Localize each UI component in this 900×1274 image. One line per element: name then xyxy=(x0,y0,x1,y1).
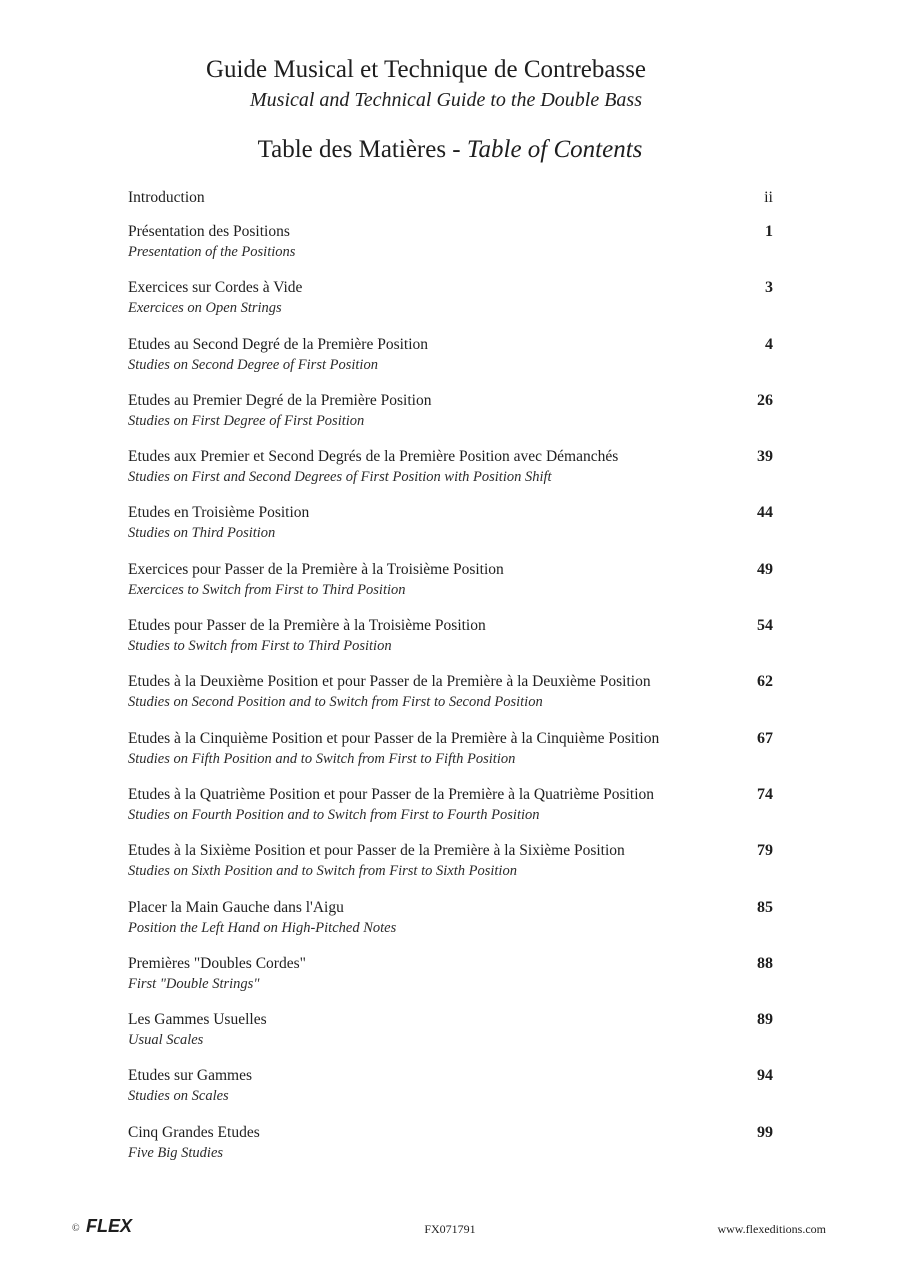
toc-entry-page-number: 3 xyxy=(765,279,773,297)
toc-entry-title-english: Studies on Second Position and to Switch from First to Second Position xyxy=(128,694,543,711)
toc-entry-page-number: 89 xyxy=(757,1011,773,1029)
toc-entry-title-french: Etudes à la Sixième Position et pour Passer de la Première à la Sixième Position xyxy=(128,842,625,860)
toc-entry-title-french: Introduction xyxy=(128,189,205,206)
toc-entry-title-english: Studies on Fourth Position and to Switch from First to Fourth Position xyxy=(128,806,540,823)
toc-entry[interactable] xyxy=(128,502,773,558)
toc-entry-title-french: Les Gammes Usuelles xyxy=(128,1011,267,1029)
toc-entry-title-french: Etudes à la Quatrième Position et pour Passer de la Première à la Quatrième Position xyxy=(128,785,655,803)
toc-entry-page-number: 62 xyxy=(757,673,773,691)
toc-entry[interactable] xyxy=(128,1065,773,1121)
toc-entry-title-french: Etudes pour Passer de la Première à la Troisième Position xyxy=(128,617,486,635)
toc-entry[interactable] xyxy=(128,446,773,502)
toc-entry-title-french: Etudes à la Cinquième Position et pour Passer de la Première à la Cinquième Position xyxy=(128,729,660,747)
toc-entry-title-french: Etudes au Premier Degré de la Première Position xyxy=(128,391,432,409)
catalog-code: FX071791 xyxy=(424,1222,476,1236)
toc-entry[interactable] xyxy=(128,840,773,896)
toc-entry-page-number: 74 xyxy=(757,785,773,803)
toc-entry-page-number: 44 xyxy=(757,504,773,522)
toc-entry-title-english: Presentation of the Positions xyxy=(128,244,296,260)
toc-entry-title-english: First "Double Strings" xyxy=(128,975,260,992)
toc-entry-title-french: Etudes aux Premier et Second Degrés de la Première Position avec Démanchés xyxy=(128,448,619,466)
website-link[interactable]: www.flexeditions.com xyxy=(717,1222,826,1236)
toc-entry[interactable] xyxy=(128,187,773,221)
toc-entry-title-english: Position the Left Hand on High-Pitched Notes xyxy=(128,919,397,936)
toc-entry[interactable] xyxy=(128,277,773,333)
toc-entry[interactable] xyxy=(128,953,773,1009)
toc-entry[interactable] xyxy=(128,728,773,784)
toc-entry-title-english: Studies on Fifth Position and to Switch from First to Fifth Position xyxy=(128,750,516,767)
table-of-contents xyxy=(128,187,773,1178)
toc-entry-page-number: 79 xyxy=(757,842,773,860)
toc-entry[interactable] xyxy=(128,1009,773,1065)
toc-entry-title-english: Studies to Switch from First to Third Position xyxy=(128,638,392,655)
toc-entry-title-french: Exercices sur Cordes à Vide xyxy=(128,279,303,297)
toc-entry[interactable] xyxy=(128,1122,773,1178)
toc-entry-title-english: Studies on Sixth Position and to Switch from First to Sixth Position xyxy=(128,863,517,880)
toc-entry-page-number: 94 xyxy=(757,1067,773,1085)
toc-entry-page-number: ii xyxy=(764,189,773,206)
toc-entry-title-french: Placer la Main Gauche dans l'Aigu xyxy=(128,898,344,916)
toc-entry-title-english: Studies on Second Degree of First Position xyxy=(128,356,378,373)
toc-entry-title-french: Présentation des Positions xyxy=(128,223,290,240)
toc-entry-page-number: 85 xyxy=(757,898,773,916)
toc-entry[interactable] xyxy=(128,559,773,615)
toc-entry-title-english: Studies on First and Second Degrees of First Position with Position Shift xyxy=(128,469,552,486)
toc-entry-page-number: 1 xyxy=(765,223,773,240)
toc-entry-title-french: Etudes au Second Degré de la Première Position xyxy=(128,335,429,353)
copyright-symbol: © xyxy=(72,1223,80,1234)
toc-entry[interactable] xyxy=(128,334,773,390)
flex-logo-text: FLEX xyxy=(86,1216,133,1236)
toc-entry-title-english: Exercices to Switch from First to Third Position xyxy=(128,581,406,598)
toc-entry-page-number: 99 xyxy=(757,1123,773,1141)
toc-entry-title-french: Etudes sur Gammes xyxy=(128,1067,252,1085)
toc-entry[interactable] xyxy=(128,390,773,446)
toc-entry-title-french: Exercices pour Passer de la Première à la Troisième Position xyxy=(128,560,504,578)
toc-entry-page-number: 67 xyxy=(757,729,773,747)
toc-entry-page-number: 49 xyxy=(757,560,773,578)
toc-entry-title-english: Exercices on Open Strings xyxy=(128,300,282,317)
toc-entry-page-number: 26 xyxy=(757,391,773,409)
toc-entry[interactable] xyxy=(128,897,773,953)
toc-entry-page-number: 39 xyxy=(757,448,773,466)
title-french: Guide Musical et Technique de Contrebasse xyxy=(206,56,647,83)
toc-entry[interactable] xyxy=(128,615,773,671)
toc-heading-english: Table of Contents xyxy=(466,136,643,163)
toc-entry-title-english: Studies on Third Position xyxy=(128,525,276,542)
toc-entry-title-french: Premières "Doubles Cordes" xyxy=(128,954,306,972)
toc-entry[interactable] xyxy=(128,671,773,727)
toc-entry-title-french: Cinq Grandes Etudes xyxy=(128,1123,260,1141)
toc-entry-title-english: Five Big Studies xyxy=(128,1144,224,1161)
toc-entry-title-french: Etudes en Troisième Position xyxy=(128,504,310,522)
toc-heading xyxy=(0,135,900,165)
toc-entry-title-english: Usual Scales xyxy=(128,1032,204,1049)
toc-entry[interactable] xyxy=(128,221,773,277)
page-footer xyxy=(0,1212,900,1242)
toc-entry-page-number: 88 xyxy=(757,954,773,972)
toc-entry-page-number: 4 xyxy=(765,335,773,353)
toc-heading-french: Table des Matières - xyxy=(257,136,467,163)
title-english: Musical and Technical Guide to the Double Bass xyxy=(250,89,642,111)
toc-entry-title-french: Etudes à la Deuxième Position et pour Passer de la Première à la Deuxième Position xyxy=(128,673,651,691)
toc-entry-page-number: 54 xyxy=(757,617,773,635)
toc-entry-title-english: Studies on First Degree of First Position xyxy=(128,412,365,429)
toc-entry[interactable] xyxy=(128,784,773,840)
toc-entry-title-english: Studies on Scales xyxy=(128,1088,229,1105)
